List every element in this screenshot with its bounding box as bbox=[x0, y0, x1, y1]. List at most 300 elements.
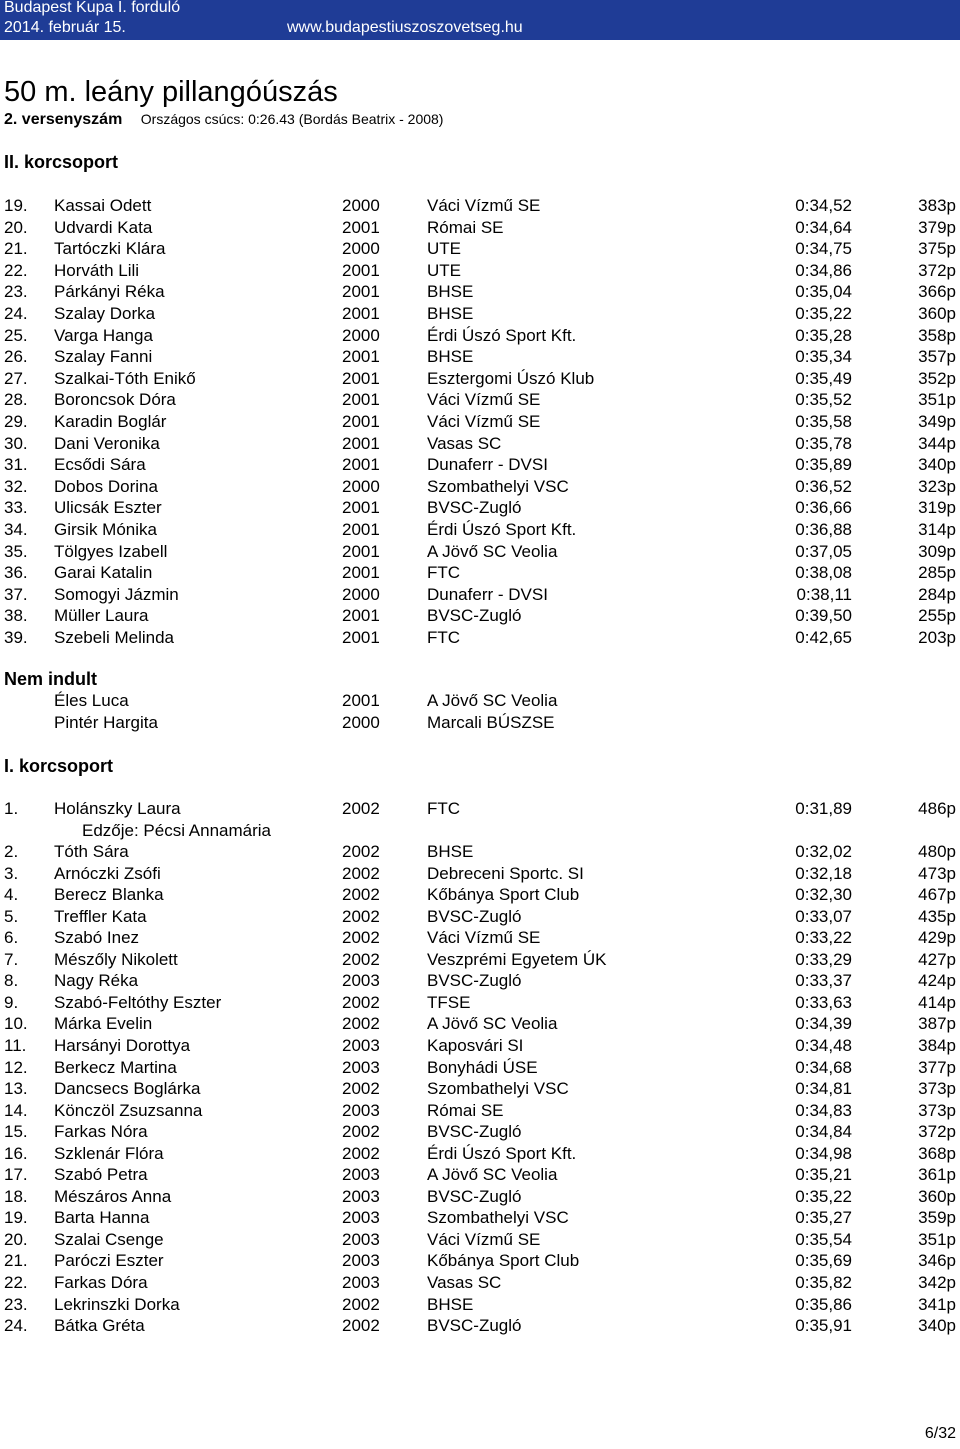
cell-points: 424p bbox=[918, 971, 956, 991]
cell-rank: 23. bbox=[4, 282, 28, 302]
cell-points: 373p bbox=[918, 1079, 956, 1099]
cell-name: Tóth Sára bbox=[54, 842, 129, 861]
cell-rank: 29. bbox=[4, 412, 28, 431]
cell-name: Dobos Dorina bbox=[54, 476, 158, 496]
cell-points: 372p bbox=[918, 260, 956, 280]
cell-points: 359p bbox=[918, 1208, 956, 1228]
cell-name: Nagy Réka bbox=[54, 971, 139, 991]
cell-club: BHSE bbox=[427, 282, 474, 302]
cell-time: 0:35,27 bbox=[795, 1208, 852, 1228]
cell-name: Ecsődi Sára bbox=[54, 455, 146, 475]
table-row bbox=[0, 368, 960, 390]
cell-name: Szabó Inez bbox=[54, 928, 140, 948]
cell-points: 203p bbox=[918, 628, 956, 647]
competition-date: 2014. február 15. bbox=[4, 19, 126, 36]
competition-title: Budapest Kupa I. forduló bbox=[4, 0, 181, 16]
cell-year: 2002 bbox=[342, 1122, 380, 1142]
table-row bbox=[0, 906, 960, 928]
cell-club: BHSE bbox=[427, 1294, 474, 1314]
cell-name: Szalkai-Tóth Enikő bbox=[54, 368, 196, 388]
cell-rank: 28. bbox=[4, 390, 28, 410]
cell-name: Szklenár Flóra bbox=[54, 1143, 164, 1163]
table-row bbox=[0, 411, 960, 433]
cell-time: 0:34,68 bbox=[795, 1057, 852, 1077]
website-link[interactable]: www.budapestiuszoszovetseg.hu bbox=[287, 19, 523, 36]
table-row bbox=[0, 238, 960, 260]
cell-points: 373p bbox=[918, 1100, 956, 1120]
cell-time: 0:34,98 bbox=[795, 1143, 852, 1163]
cell-year: 2001 bbox=[342, 368, 380, 388]
cell-rank: 21. bbox=[4, 239, 28, 259]
cell-rank: 37. bbox=[4, 584, 28, 604]
cell-time: 0:35,52 bbox=[795, 390, 852, 410]
cell-year: 2002 bbox=[342, 799, 380, 818]
cell-time: 0:35,69 bbox=[795, 1251, 852, 1271]
cell-rank: 31. bbox=[4, 455, 28, 475]
cell-name: Farkas Nóra bbox=[54, 1122, 148, 1142]
cell-name: Horváth Lili bbox=[54, 260, 140, 280]
section-title-dns: Nem indult bbox=[4, 669, 97, 689]
cell-time: 0:34,48 bbox=[795, 1035, 852, 1055]
cell-club: Vasas SC bbox=[427, 1273, 502, 1292]
cell-points: 341p bbox=[918, 1294, 956, 1314]
national-record: Országos csúcs: 0:26.43 (Bordás Beatrix - 2008) bbox=[140, 111, 444, 127]
cell-time: 0:38,08 bbox=[795, 563, 852, 583]
cell-year: 2002 bbox=[342, 992, 380, 1012]
cell-points: 314p bbox=[918, 520, 956, 539]
cell-points: 372p bbox=[918, 1122, 956, 1142]
cell-rank: 10. bbox=[4, 1014, 28, 1034]
cell-club: BVSC-Zugló bbox=[427, 906, 522, 926]
table-row bbox=[0, 690, 960, 712]
cell-name: Ulicsák Eszter bbox=[54, 498, 162, 518]
cell-name: Arnóczki Zsófi bbox=[54, 863, 161, 883]
cell-year: 2001 bbox=[342, 628, 380, 647]
cell-year: 2000 bbox=[342, 584, 380, 604]
cell-year: 2001 bbox=[342, 455, 380, 475]
table-row bbox=[0, 476, 960, 498]
cell-points: 309p bbox=[918, 541, 956, 561]
cell-year: 2002 bbox=[342, 1143, 380, 1163]
cell-rank: 16. bbox=[4, 1143, 28, 1163]
cell-club: Dunaferr - DVSI bbox=[427, 455, 548, 475]
cell-name: Dani Veronika bbox=[54, 433, 160, 453]
cell-year: 2002 bbox=[342, 885, 380, 905]
cell-points: 361p bbox=[918, 1165, 956, 1185]
cell-points: 429p bbox=[918, 928, 956, 948]
table-row bbox=[0, 562, 960, 584]
cell-year: 2002 bbox=[342, 928, 380, 948]
cell-year: 2003 bbox=[342, 1057, 380, 1077]
cell-time: 0:34,84 bbox=[795, 1122, 852, 1142]
table-row bbox=[0, 884, 960, 906]
cell-year: 2002 bbox=[342, 1294, 380, 1314]
cell-points: 340p bbox=[918, 455, 956, 475]
cell-year: 2001 bbox=[342, 498, 380, 518]
cell-points: 383p bbox=[918, 196, 956, 215]
cell-rank: 30. bbox=[4, 433, 28, 453]
cell-time: 0:32,18 bbox=[795, 863, 852, 883]
cell-points: 285p bbox=[918, 563, 956, 583]
cell-rank: 12. bbox=[4, 1057, 28, 1077]
cell-year: 2001 bbox=[342, 282, 380, 302]
cell-club: Váci Vízmű SE bbox=[427, 390, 541, 410]
table-row bbox=[0, 346, 960, 368]
cell-club: Váci Vízmű SE bbox=[427, 412, 541, 431]
cell-club: A Jövő SC Veolia bbox=[427, 541, 558, 561]
cell-year: 2003 bbox=[342, 971, 380, 991]
cell-time: 0:35,78 bbox=[795, 433, 852, 453]
cell-club: Váci Vízmű SE bbox=[427, 196, 541, 215]
cell-rank: 13. bbox=[4, 1079, 28, 1099]
cell-club: Váci Vízmű SE bbox=[427, 928, 541, 948]
cell-rank: 6. bbox=[4, 928, 19, 948]
cell-name: Szalay Fanni bbox=[54, 347, 153, 367]
cell-name: Éles Luca bbox=[54, 691, 129, 710]
cell-club: A Jövő SC Veolia bbox=[427, 1014, 558, 1034]
cell-year: 2001 bbox=[342, 691, 380, 710]
cell-time: 0:35,89 bbox=[795, 455, 852, 475]
table-row bbox=[0, 798, 960, 820]
cell-club: Kaposvári SI bbox=[427, 1035, 524, 1055]
cell-club: Vasas SC bbox=[427, 433, 502, 453]
table-row bbox=[0, 1121, 960, 1143]
cell-club: BVSC-Zugló bbox=[427, 498, 522, 518]
cell-rank: 25. bbox=[4, 325, 28, 345]
cell-club: BVSC-Zugló bbox=[427, 1122, 522, 1142]
cell-club: Debreceni Sportc. SI bbox=[427, 863, 584, 883]
table-row bbox=[0, 949, 960, 971]
cell-club: Váci Vízmű SE bbox=[427, 1229, 541, 1249]
cell-year: 2001 bbox=[342, 347, 380, 367]
cell-club: BVSC-Zugló bbox=[427, 971, 522, 991]
cell-points: 435p bbox=[918, 906, 956, 926]
cell-club: BVSC-Zugló bbox=[427, 606, 522, 626]
cell-points: 358p bbox=[918, 325, 956, 345]
table-row bbox=[0, 1294, 960, 1316]
cell-time: 0:35,28 bbox=[795, 325, 852, 345]
cell-year: 2003 bbox=[342, 1035, 380, 1055]
cell-name: Dancsecs Boglárka bbox=[54, 1079, 201, 1099]
cell-time: 0:33,37 bbox=[795, 971, 852, 991]
cell-name: Lekrinszki Dorka bbox=[54, 1294, 180, 1314]
cell-club: Kőbánya Sport Club bbox=[427, 885, 580, 905]
cell-year: 2002 bbox=[342, 906, 380, 926]
cell-year: 2002 bbox=[342, 863, 380, 883]
cell-points: 486p bbox=[918, 799, 956, 818]
cell-points: 473p bbox=[918, 863, 956, 883]
cell-rank: 20. bbox=[4, 1229, 28, 1249]
cell-points: 344p bbox=[918, 433, 956, 453]
table-row bbox=[0, 1164, 960, 1186]
cell-club: A Jövő SC Veolia bbox=[427, 1165, 558, 1185]
cell-club: FTC bbox=[427, 799, 461, 818]
cell-points: 323p bbox=[918, 476, 956, 496]
cell-points: 284p bbox=[918, 584, 956, 604]
cell-name: Paróczi Eszter bbox=[54, 1251, 164, 1271]
cell-name: Holánszky Laura bbox=[54, 799, 181, 818]
cell-club: BHSE bbox=[427, 347, 474, 367]
table-row bbox=[0, 927, 960, 949]
cell-time: 0:39,50 bbox=[795, 606, 852, 626]
cell-points: 360p bbox=[918, 304, 956, 323]
cell-name: Pintér Hargita bbox=[54, 712, 158, 732]
cell-rank: 32. bbox=[4, 476, 28, 496]
cell-club: BVSC-Zugló bbox=[427, 1186, 522, 1206]
cell-year: 2001 bbox=[342, 217, 380, 237]
cell-points: 467p bbox=[918, 885, 956, 905]
cell-club: Római SE bbox=[427, 1100, 504, 1120]
cell-rank: 23. bbox=[4, 1294, 28, 1314]
cell-name: Szabó Petra bbox=[54, 1165, 148, 1185]
cell-time: 0:33,22 bbox=[795, 928, 852, 948]
table-row bbox=[0, 1272, 960, 1294]
cell-year: 2001 bbox=[342, 606, 380, 626]
table-row bbox=[0, 1100, 960, 1122]
cell-year: 2000 bbox=[342, 239, 380, 259]
cell-time: 0:34,39 bbox=[795, 1014, 852, 1034]
cell-rank: 36. bbox=[4, 563, 28, 583]
cell-year: 2001 bbox=[342, 541, 380, 561]
cell-name: Müller Laura bbox=[54, 606, 149, 626]
cell-year: 2000 bbox=[342, 196, 380, 215]
cell-club: BHSE bbox=[427, 842, 474, 861]
table-row bbox=[0, 992, 960, 1014]
cell-points: 349p bbox=[918, 412, 956, 431]
cell-year: 2000 bbox=[342, 325, 380, 345]
event-title: 50 m. leány pillangóúszás bbox=[4, 76, 338, 108]
table-row bbox=[0, 1207, 960, 1229]
table-row bbox=[0, 1186, 960, 1208]
cell-time: 0:35,04 bbox=[795, 282, 852, 302]
cell-time: 0:32,30 bbox=[795, 885, 852, 905]
cell-club: UTE bbox=[427, 260, 461, 280]
cell-time: 0:35,58 bbox=[795, 412, 852, 431]
cell-name: Bátka Gréta bbox=[54, 1316, 145, 1336]
table-row bbox=[0, 1315, 960, 1337]
cell-time: 0:42,65 bbox=[795, 628, 852, 647]
cell-club: Marcali BÚSZSE bbox=[427, 712, 555, 732]
cell-points: 377p bbox=[918, 1057, 956, 1077]
cell-name: Szalay Dorka bbox=[54, 304, 156, 323]
cell-rank: 20. bbox=[4, 217, 28, 237]
cell-club: Római SE bbox=[427, 217, 504, 237]
cell-club: Kőbánya Sport Club bbox=[427, 1251, 580, 1271]
table-row bbox=[0, 281, 960, 303]
cell-time: 0:32,02 bbox=[795, 842, 852, 861]
cell-name: Treffler Kata bbox=[54, 906, 147, 926]
cell-rank: 5. bbox=[4, 906, 19, 926]
cell-club: Dunaferr - DVSI bbox=[427, 584, 548, 604]
cell-points: 427p bbox=[918, 949, 956, 969]
cell-name: Somogyi Jázmin bbox=[54, 584, 179, 604]
cell-rank: 24. bbox=[4, 1316, 28, 1336]
table-row bbox=[0, 260, 960, 282]
cell-year: 2003 bbox=[342, 1251, 380, 1271]
cell-points: 368p bbox=[918, 1143, 956, 1163]
cell-time: 0:36,66 bbox=[795, 498, 852, 518]
cell-points: 340p bbox=[918, 1316, 956, 1336]
cell-rank: 18. bbox=[4, 1186, 28, 1206]
cell-name: Berecz Blanka bbox=[54, 885, 164, 905]
table-row bbox=[0, 195, 960, 217]
table-row bbox=[0, 841, 960, 863]
table-row bbox=[0, 627, 960, 649]
cell-name: Márka Evelin bbox=[54, 1014, 153, 1034]
cell-year: 2002 bbox=[342, 1079, 380, 1099]
cell-name: Tölgyes Izabell bbox=[54, 541, 168, 561]
cell-rank: 17. bbox=[4, 1165, 28, 1185]
cell-club: Érdi Úszó Sport Kft. bbox=[427, 325, 577, 345]
cell-name: Girsik Mónika bbox=[54, 520, 157, 539]
cell-time: 0:36,52 bbox=[795, 476, 852, 496]
cell-name: Boroncsok Dóra bbox=[54, 390, 176, 410]
cell-year: 2003 bbox=[342, 1208, 380, 1228]
cell-rank: 11. bbox=[4, 1035, 27, 1055]
cell-time: 0:36,88 bbox=[795, 520, 852, 539]
cell-time: 0:34,75 bbox=[795, 239, 852, 259]
cell-rank: 19. bbox=[4, 196, 28, 215]
cell-points: 366p bbox=[918, 282, 956, 302]
table-row bbox=[0, 712, 960, 734]
cell-points: 480p bbox=[918, 842, 956, 861]
section-title-ii: II. korcsoport bbox=[4, 152, 119, 172]
table-row bbox=[0, 1250, 960, 1272]
table-row bbox=[0, 863, 960, 885]
cell-club: Szombathelyi VSC bbox=[427, 1208, 569, 1228]
cell-rank: 7. bbox=[4, 949, 19, 969]
cell-rank: 1. bbox=[4, 799, 19, 818]
cell-time: 0:33,63 bbox=[795, 992, 852, 1012]
cell-name: Barta Hanna bbox=[54, 1208, 150, 1228]
cell-club: Szombathelyi VSC bbox=[427, 476, 569, 496]
cell-rank: 2. bbox=[4, 842, 19, 861]
cell-time: 0:35,82 bbox=[795, 1273, 852, 1292]
cell-club: BHSE bbox=[427, 304, 474, 323]
cell-club: FTC bbox=[427, 563, 461, 583]
cell-year: 2000 bbox=[342, 712, 380, 732]
cell-time: 0:33,29 bbox=[795, 949, 852, 969]
cell-name: Udvardi Kata bbox=[54, 217, 153, 237]
cell-rank: 39. bbox=[4, 628, 28, 647]
table-row bbox=[0, 1078, 960, 1100]
table-row bbox=[0, 1229, 960, 1251]
table-row bbox=[0, 970, 960, 992]
cell-year: 2001 bbox=[342, 260, 380, 280]
page-number: 6/32 bbox=[924, 1425, 956, 1442]
event-subtitle bbox=[4, 108, 443, 131]
table-row bbox=[0, 433, 960, 455]
cell-time: 0:34,52 bbox=[795, 196, 852, 215]
cell-time: 0:34,86 bbox=[795, 260, 852, 280]
cell-time: 0:35,34 bbox=[795, 347, 852, 367]
cell-rank: 3. bbox=[4, 863, 19, 883]
cell-name: Varga Hanga bbox=[54, 325, 153, 345]
cell-rank: 24. bbox=[4, 304, 28, 323]
cell-name: Garai Katalin bbox=[54, 563, 153, 583]
coach-note: Edzője: Pécsi Annamária bbox=[82, 821, 271, 840]
cell-year: 2002 bbox=[342, 842, 380, 861]
cell-time: 0:35,54 bbox=[795, 1229, 852, 1249]
cell-club: FTC bbox=[427, 628, 461, 647]
cell-rank: 8. bbox=[4, 971, 19, 991]
cell-rank: 33. bbox=[4, 498, 28, 518]
cell-rank: 4. bbox=[4, 885, 19, 905]
cell-points: 351p bbox=[918, 390, 956, 410]
cell-year: 2001 bbox=[342, 390, 380, 410]
cell-time: 0:31,89 bbox=[795, 799, 852, 818]
cell-name: Farkas Dóra bbox=[54, 1273, 148, 1292]
cell-year: 2001 bbox=[342, 412, 380, 431]
cell-year: 2002 bbox=[342, 1014, 380, 1034]
page-header bbox=[0, 0, 960, 40]
cell-points: 346p bbox=[918, 1251, 956, 1271]
table-row bbox=[0, 584, 960, 606]
cell-rank: 9. bbox=[4, 992, 19, 1012]
cell-time: 0:35,49 bbox=[795, 368, 852, 388]
table-row bbox=[0, 1143, 960, 1165]
cell-club: Esztergomi Úszó Klub bbox=[427, 368, 595, 388]
cell-club: Érdi Úszó Sport Kft. bbox=[427, 520, 577, 539]
table-row bbox=[0, 497, 960, 519]
cell-time: 0:34,64 bbox=[795, 217, 852, 237]
cell-name: Szebeli Melinda bbox=[54, 628, 175, 647]
cell-year: 2003 bbox=[342, 1186, 380, 1206]
cell-time: 0:38,11 bbox=[796, 584, 852, 604]
cell-club: UTE bbox=[427, 239, 461, 259]
table-row bbox=[0, 454, 960, 476]
cell-year: 2003 bbox=[342, 1273, 380, 1292]
cell-club: A Jövő SC Veolia bbox=[427, 691, 558, 710]
cell-year: 2001 bbox=[342, 520, 380, 539]
cell-time: 0:35,91 bbox=[795, 1316, 852, 1336]
table-row bbox=[0, 541, 960, 563]
table-row bbox=[0, 1013, 960, 1035]
cell-points: 375p bbox=[918, 239, 956, 259]
table-row bbox=[0, 325, 960, 347]
cell-points: 384p bbox=[918, 1035, 956, 1055]
cell-name: Kassai Odett bbox=[54, 196, 152, 215]
cell-year: 2003 bbox=[342, 1165, 380, 1185]
cell-name: Szabó-Feltóthy Eszter bbox=[54, 992, 222, 1012]
cell-name: Mészáros Anna bbox=[54, 1186, 172, 1206]
cell-club: TFSE bbox=[427, 992, 471, 1012]
cell-name: Párkányi Réka bbox=[54, 282, 165, 302]
cell-time: 0:34,81 bbox=[795, 1079, 852, 1099]
cell-year: 2002 bbox=[342, 949, 380, 969]
table-row bbox=[0, 303, 960, 325]
cell-rank: 27. bbox=[4, 368, 28, 388]
cell-points: 387p bbox=[918, 1014, 956, 1034]
event-number: 2. versenyszám bbox=[4, 111, 123, 128]
cell-rank: 14. bbox=[4, 1100, 28, 1120]
table-row bbox=[0, 389, 960, 411]
cell-points: 319p bbox=[918, 498, 956, 518]
cell-club: BVSC-Zugló bbox=[427, 1316, 522, 1336]
cell-club: Veszprémi Egyetem ÚK bbox=[427, 949, 607, 969]
cell-time: 0:35,22 bbox=[795, 304, 852, 323]
cell-name: Tartóczki Klára bbox=[54, 239, 166, 259]
table-row bbox=[0, 1057, 960, 1079]
cell-year: 2003 bbox=[342, 1229, 380, 1249]
cell-points: 352p bbox=[918, 368, 956, 388]
cell-club: Érdi Úszó Sport Kft. bbox=[427, 1143, 577, 1163]
cell-time: 0:37,05 bbox=[795, 541, 852, 561]
cell-year: 2001 bbox=[342, 563, 380, 583]
cell-rank: 22. bbox=[4, 1273, 28, 1292]
cell-rank: 15. bbox=[4, 1122, 28, 1142]
cell-name: Mészőly Nikolett bbox=[54, 949, 178, 969]
